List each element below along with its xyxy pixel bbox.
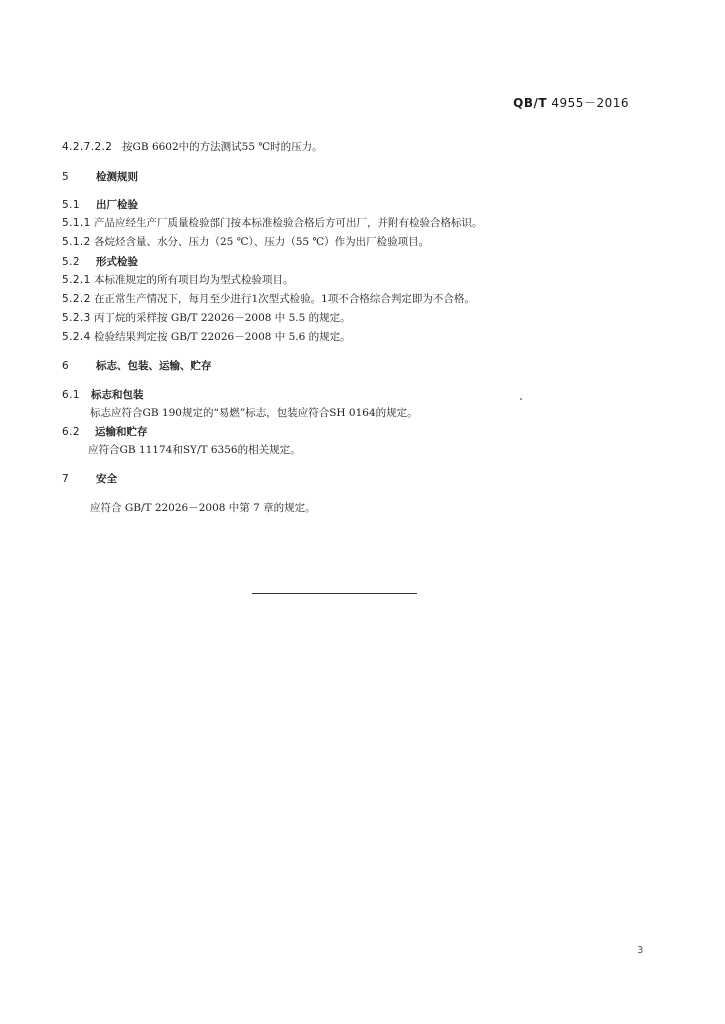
- section-number: 6.1: [62, 389, 80, 401]
- clause-5-1-2: [62, 235, 429, 249]
- clause-5-1-1: [62, 216, 483, 230]
- section-5-2-heading: [62, 255, 138, 269]
- page-number: 3: [637, 945, 644, 956]
- section-number: 6.2: [62, 426, 80, 438]
- paragraph-6-1: [90, 406, 418, 420]
- section-6-1-heading: [62, 388, 144, 402]
- clause-number: 5.1.1: [62, 217, 91, 229]
- chapter-number: 5: [62, 171, 70, 183]
- clause-text: 检验结果判定按 GB/T 22026－2008 中 5.6 的规定。: [94, 331, 351, 343]
- clause-text: 按GB 6602中的方法测试55 ℃时的压力。: [122, 141, 323, 153]
- chapter-5-heading: [62, 170, 138, 184]
- paragraph-text: 应符合GB 11174和SY/T 6356的相关规定。: [88, 444, 301, 456]
- section-title: 形式检验: [96, 256, 138, 268]
- section-title: 运输和贮存: [95, 426, 148, 438]
- chapter-6-heading: [62, 359, 212, 373]
- paragraph-text: 应符合 GB/T 22026－2008 中第 7 章的规定。: [90, 502, 316, 514]
- section-5-1-heading: [62, 198, 138, 212]
- clause-text: 本标准规定的所有项目均为型式检验项目。: [94, 274, 294, 286]
- end-separator-line: [252, 593, 417, 594]
- section-6-2-heading: [62, 425, 148, 439]
- clause-text: 丙丁烷的采样按 GB/T 22026－2008 中 5.5 的规定。: [94, 312, 351, 324]
- section-title: 出厂检验: [96, 199, 138, 211]
- clause-number: 5.2.4: [62, 331, 91, 343]
- clause-5-2-4: [62, 330, 351, 344]
- section-number: 5.2: [62, 256, 80, 268]
- standard-code: [513, 94, 629, 111]
- clause-5-2-3: [62, 311, 351, 325]
- clause-number: 5.1.2: [62, 236, 91, 248]
- clause-number: 4.2.7.2.2: [62, 141, 113, 153]
- clause-text: 产品应经生产厂质量检验部门按本标准检验合格后方可出厂，并附有检验合格标识。: [94, 217, 483, 229]
- standard-number: 4955－2016: [551, 96, 629, 110]
- chapter-number: 7: [62, 473, 70, 485]
- paragraph-text: 标志应符合GB 190规定的“易燃”标志，包装应符合SH 0164的规定。: [90, 407, 418, 419]
- chapter-title: 标志、包装、运输、贮存: [96, 360, 212, 372]
- clause-number: 5.2.1: [62, 274, 91, 286]
- clause-5-2-1: [62, 273, 294, 287]
- paragraph-6-2: [88, 443, 301, 457]
- clause-number: 5.2.3: [62, 312, 91, 324]
- standard-prefix: QB/T: [513, 96, 548, 110]
- section-title: 标志和包装: [91, 389, 144, 401]
- chapter-number: 6: [62, 360, 70, 372]
- paragraph-7: [90, 501, 316, 515]
- chapter-title: 安全: [96, 473, 117, 485]
- section-number: 5.1: [62, 199, 80, 211]
- clause-4-2-7-2-2: [62, 140, 323, 154]
- scan-speck: [520, 398, 522, 400]
- clause-text: 在正常生产情况下，每月至少进行1次型式检验。1项不合格综合判定即为不合格。: [94, 293, 475, 305]
- clause-number: 5.2.2: [62, 293, 91, 305]
- clause-5-2-2: [62, 292, 475, 306]
- chapter-title: 检测规则: [96, 171, 138, 183]
- chapter-7-heading: [62, 472, 117, 486]
- clause-text: 各烷烃含量、水分、压力（25 ℃）、压力（55 ℃）作为出厂检验项目。: [94, 236, 430, 248]
